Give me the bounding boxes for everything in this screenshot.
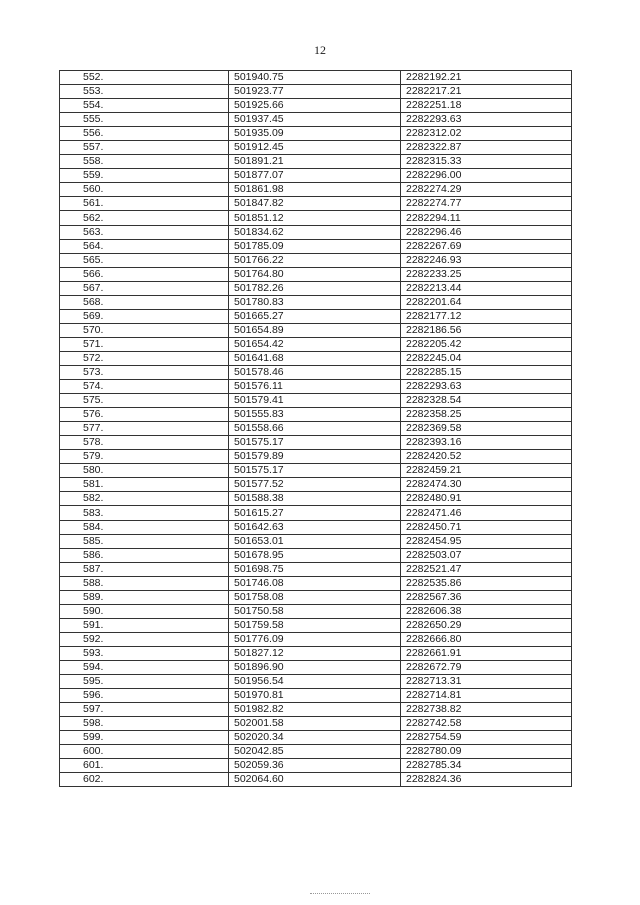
point-number-cell: 583.	[60, 506, 229, 520]
y-coordinate-cell: 2282285.15	[401, 365, 572, 379]
x-coordinate-cell: 501558.66	[229, 422, 401, 436]
y-coordinate-cell: 2282503.07	[401, 548, 572, 562]
point-number-cell: 602.	[60, 773, 229, 787]
x-coordinate-cell: 502020.34	[229, 731, 401, 745]
point-number-cell: 572.	[60, 351, 229, 365]
table-row	[60, 211, 572, 225]
x-coordinate-cell: 501776.09	[229, 632, 401, 646]
point-number-cell: 569.	[60, 309, 229, 323]
x-coordinate-cell: 501956.54	[229, 675, 401, 689]
point-number-cell: 589.	[60, 590, 229, 604]
point-number-cell: 567.	[60, 281, 229, 295]
point-number-cell: 578.	[60, 436, 229, 450]
table-row	[60, 295, 572, 309]
y-coordinate-cell: 2282713.31	[401, 675, 572, 689]
x-coordinate-cell: 501642.63	[229, 520, 401, 534]
table-row	[60, 464, 572, 478]
table-row	[60, 534, 572, 548]
y-coordinate-cell: 2282293.63	[401, 113, 572, 127]
table-row	[60, 239, 572, 253]
y-coordinate-cell: 2282714.81	[401, 689, 572, 703]
x-coordinate-cell: 501877.07	[229, 169, 401, 183]
x-coordinate-cell: 501678.95	[229, 548, 401, 562]
x-coordinate-cell: 501847.82	[229, 197, 401, 211]
y-coordinate-cell: 2282738.82	[401, 703, 572, 717]
table-row	[60, 127, 572, 141]
point-number-cell: 591.	[60, 618, 229, 632]
x-coordinate-cell: 501579.89	[229, 450, 401, 464]
x-coordinate-cell: 501577.52	[229, 478, 401, 492]
table-row	[60, 689, 572, 703]
point-number-cell: 594.	[60, 660, 229, 674]
point-number-cell: 560.	[60, 183, 229, 197]
table-row	[60, 759, 572, 773]
point-number-cell: 554.	[60, 99, 229, 113]
point-number-cell: 558.	[60, 155, 229, 169]
x-coordinate-cell: 502059.36	[229, 759, 401, 773]
x-coordinate-cell: 501861.98	[229, 183, 401, 197]
point-number-cell: 564.	[60, 239, 229, 253]
x-coordinate-cell: 501750.58	[229, 604, 401, 618]
point-number-cell: 563.	[60, 225, 229, 239]
point-number-cell: 559.	[60, 169, 229, 183]
table-row	[60, 337, 572, 351]
x-coordinate-cell: 501851.12	[229, 211, 401, 225]
table-row	[60, 71, 572, 85]
x-coordinate-cell: 501834.62	[229, 225, 401, 239]
table-row	[60, 703, 572, 717]
point-number-cell: 585.	[60, 534, 229, 548]
y-coordinate-cell: 2282296.00	[401, 169, 572, 183]
table-row	[60, 141, 572, 155]
x-coordinate-cell: 501665.27	[229, 309, 401, 323]
x-coordinate-cell: 501758.08	[229, 590, 401, 604]
x-coordinate-cell: 501935.09	[229, 127, 401, 141]
table-row	[60, 717, 572, 731]
x-coordinate-cell: 501764.80	[229, 267, 401, 281]
x-coordinate-cell: 501654.42	[229, 337, 401, 351]
x-coordinate-cell: 502042.85	[229, 745, 401, 759]
point-number-cell: 555.	[60, 113, 229, 127]
point-number-cell: 565.	[60, 253, 229, 267]
x-coordinate-cell: 501827.12	[229, 646, 401, 660]
table-row	[60, 113, 572, 127]
x-coordinate-cell: 501923.77	[229, 85, 401, 99]
table-row	[60, 365, 572, 379]
table-row	[60, 422, 572, 436]
table-row	[60, 478, 572, 492]
point-number-cell: 566.	[60, 267, 229, 281]
point-number-cell: 581.	[60, 478, 229, 492]
table-row	[60, 660, 572, 674]
x-coordinate-cell: 501654.89	[229, 323, 401, 337]
table-row	[60, 408, 572, 422]
y-coordinate-cell: 2282186.56	[401, 323, 572, 337]
table-row	[60, 604, 572, 618]
x-coordinate-cell: 501891.21	[229, 155, 401, 169]
x-coordinate-cell: 501698.75	[229, 562, 401, 576]
table-row	[60, 436, 572, 450]
x-coordinate-cell: 501575.17	[229, 464, 401, 478]
x-coordinate-cell: 502064.60	[229, 773, 401, 787]
y-coordinate-cell: 2282296.46	[401, 225, 572, 239]
y-coordinate-cell: 2282251.18	[401, 99, 572, 113]
point-number-cell: 576.	[60, 408, 229, 422]
y-coordinate-cell: 2282480.91	[401, 492, 572, 506]
page-number: 12	[314, 43, 326, 57]
point-number-cell: 595.	[60, 675, 229, 689]
table-row	[60, 745, 572, 759]
y-coordinate-cell: 2282205.42	[401, 337, 572, 351]
x-coordinate-cell: 501653.01	[229, 534, 401, 548]
y-coordinate-cell: 2282315.33	[401, 155, 572, 169]
y-coordinate-cell: 2282785.34	[401, 759, 572, 773]
x-coordinate-cell: 502001.58	[229, 717, 401, 731]
point-number-cell: 596.	[60, 689, 229, 703]
table-row	[60, 731, 572, 745]
point-number-cell: 556.	[60, 127, 229, 141]
table-row	[60, 99, 572, 113]
y-coordinate-cell: 2282245.04	[401, 351, 572, 365]
y-coordinate-cell: 2282459.21	[401, 464, 572, 478]
table-row	[60, 548, 572, 562]
table-row	[60, 675, 572, 689]
table-row	[60, 520, 572, 534]
point-number-cell: 571.	[60, 337, 229, 351]
table-row	[60, 394, 572, 408]
x-coordinate-cell: 501970.81	[229, 689, 401, 703]
y-coordinate-cell: 2282824.36	[401, 773, 572, 787]
y-coordinate-cell: 2282754.59	[401, 731, 572, 745]
table-row	[60, 351, 572, 365]
y-coordinate-cell: 2282217.21	[401, 85, 572, 99]
x-coordinate-cell: 501759.58	[229, 618, 401, 632]
table-row	[60, 380, 572, 394]
point-number-cell: 579.	[60, 450, 229, 464]
y-coordinate-cell: 2282312.02	[401, 127, 572, 141]
point-number-cell: 590.	[60, 604, 229, 618]
point-number-cell: 573.	[60, 365, 229, 379]
y-coordinate-cell: 2282650.29	[401, 618, 572, 632]
x-coordinate-cell: 501940.75	[229, 71, 401, 85]
table-row	[60, 309, 572, 323]
table-row	[60, 267, 572, 281]
x-coordinate-cell: 501925.66	[229, 99, 401, 113]
point-number-cell: 575.	[60, 394, 229, 408]
table-row	[60, 183, 572, 197]
y-coordinate-cell: 2282535.86	[401, 576, 572, 590]
point-number-cell: 562.	[60, 211, 229, 225]
table-row	[60, 155, 572, 169]
y-coordinate-cell: 2282606.38	[401, 604, 572, 618]
x-coordinate-cell: 501912.45	[229, 141, 401, 155]
table-row	[60, 646, 572, 660]
y-coordinate-cell: 2282201.64	[401, 295, 572, 309]
table-row	[60, 253, 572, 267]
table-row	[60, 281, 572, 295]
y-coordinate-cell: 2282666.80	[401, 632, 572, 646]
table-row	[60, 323, 572, 337]
x-coordinate-cell: 501615.27	[229, 506, 401, 520]
table-row	[60, 618, 572, 632]
coordinate-table-body	[60, 71, 572, 787]
y-coordinate-cell: 2282393.16	[401, 436, 572, 450]
y-coordinate-cell: 2282471.46	[401, 506, 572, 520]
x-coordinate-cell: 501555.83	[229, 408, 401, 422]
point-number-cell: 600.	[60, 745, 229, 759]
table-row	[60, 632, 572, 646]
table-row	[60, 562, 572, 576]
table-row	[60, 773, 572, 787]
point-number-cell: 584.	[60, 520, 229, 534]
y-coordinate-cell: 2282474.30	[401, 478, 572, 492]
y-coordinate-cell: 2282233.25	[401, 267, 572, 281]
point-number-cell: 552.	[60, 71, 229, 85]
table-row	[60, 450, 572, 464]
y-coordinate-cell: 2282322.87	[401, 141, 572, 155]
y-coordinate-cell: 2282661.91	[401, 646, 572, 660]
point-number-cell: 592.	[60, 632, 229, 646]
point-number-cell: 561.	[60, 197, 229, 211]
y-coordinate-cell: 2282742.58	[401, 717, 572, 731]
y-coordinate-cell: 2282420.52	[401, 450, 572, 464]
table-row	[60, 169, 572, 183]
table-row	[60, 492, 572, 506]
table-row	[60, 197, 572, 211]
point-number-cell: 582.	[60, 492, 229, 506]
x-coordinate-cell: 501575.17	[229, 436, 401, 450]
y-coordinate-cell: 2282294.11	[401, 211, 572, 225]
y-coordinate-cell: 2282567.36	[401, 590, 572, 604]
y-coordinate-cell: 2282780.09	[401, 745, 572, 759]
table-row	[60, 506, 572, 520]
y-coordinate-cell: 2282293.63	[401, 380, 572, 394]
point-number-cell: 570.	[60, 323, 229, 337]
y-coordinate-cell: 2282369.58	[401, 422, 572, 436]
y-coordinate-cell: 2282274.77	[401, 197, 572, 211]
y-coordinate-cell: 2282274.29	[401, 183, 572, 197]
point-number-cell: 553.	[60, 85, 229, 99]
x-coordinate-cell: 501578.46	[229, 365, 401, 379]
x-coordinate-cell: 501785.09	[229, 239, 401, 253]
point-number-cell: 593.	[60, 646, 229, 660]
point-number-cell: 601.	[60, 759, 229, 773]
x-coordinate-cell: 501780.83	[229, 295, 401, 309]
point-number-cell: 568.	[60, 295, 229, 309]
y-coordinate-cell: 2282450.71	[401, 520, 572, 534]
point-number-cell: 598.	[60, 717, 229, 731]
x-coordinate-cell: 501588.38	[229, 492, 401, 506]
x-coordinate-cell: 501579.41	[229, 394, 401, 408]
table-row	[60, 225, 572, 239]
point-number-cell: 586.	[60, 548, 229, 562]
x-coordinate-cell: 501982.82	[229, 703, 401, 717]
y-coordinate-cell: 2282246.93	[401, 253, 572, 267]
footer-rule	[310, 893, 370, 894]
y-coordinate-cell: 2282358.25	[401, 408, 572, 422]
x-coordinate-cell: 501782.26	[229, 281, 401, 295]
y-coordinate-cell: 2282328.54	[401, 394, 572, 408]
table-row	[60, 85, 572, 99]
point-number-cell: 599.	[60, 731, 229, 745]
x-coordinate-cell: 501576.11	[229, 380, 401, 394]
table-row	[60, 576, 572, 590]
point-number-cell: 580.	[60, 464, 229, 478]
x-coordinate-cell: 501766.22	[229, 253, 401, 267]
x-coordinate-cell: 501937.45	[229, 113, 401, 127]
y-coordinate-cell: 2282177.12	[401, 309, 572, 323]
coordinate-table	[59, 70, 572, 787]
y-coordinate-cell: 2282672.79	[401, 660, 572, 674]
y-coordinate-cell: 2282192.21	[401, 71, 572, 85]
point-number-cell: 574.	[60, 380, 229, 394]
y-coordinate-cell: 2282454.95	[401, 534, 572, 548]
x-coordinate-cell: 501746.08	[229, 576, 401, 590]
x-coordinate-cell: 501896.90	[229, 660, 401, 674]
y-coordinate-cell: 2282267.69	[401, 239, 572, 253]
y-coordinate-cell: 2282213.44	[401, 281, 572, 295]
point-number-cell: 557.	[60, 141, 229, 155]
point-number-cell: 577.	[60, 422, 229, 436]
table-row	[60, 590, 572, 604]
point-number-cell: 588.	[60, 576, 229, 590]
y-coordinate-cell: 2282521.47	[401, 562, 572, 576]
point-number-cell: 597.	[60, 703, 229, 717]
point-number-cell: 587.	[60, 562, 229, 576]
x-coordinate-cell: 501641.68	[229, 351, 401, 365]
